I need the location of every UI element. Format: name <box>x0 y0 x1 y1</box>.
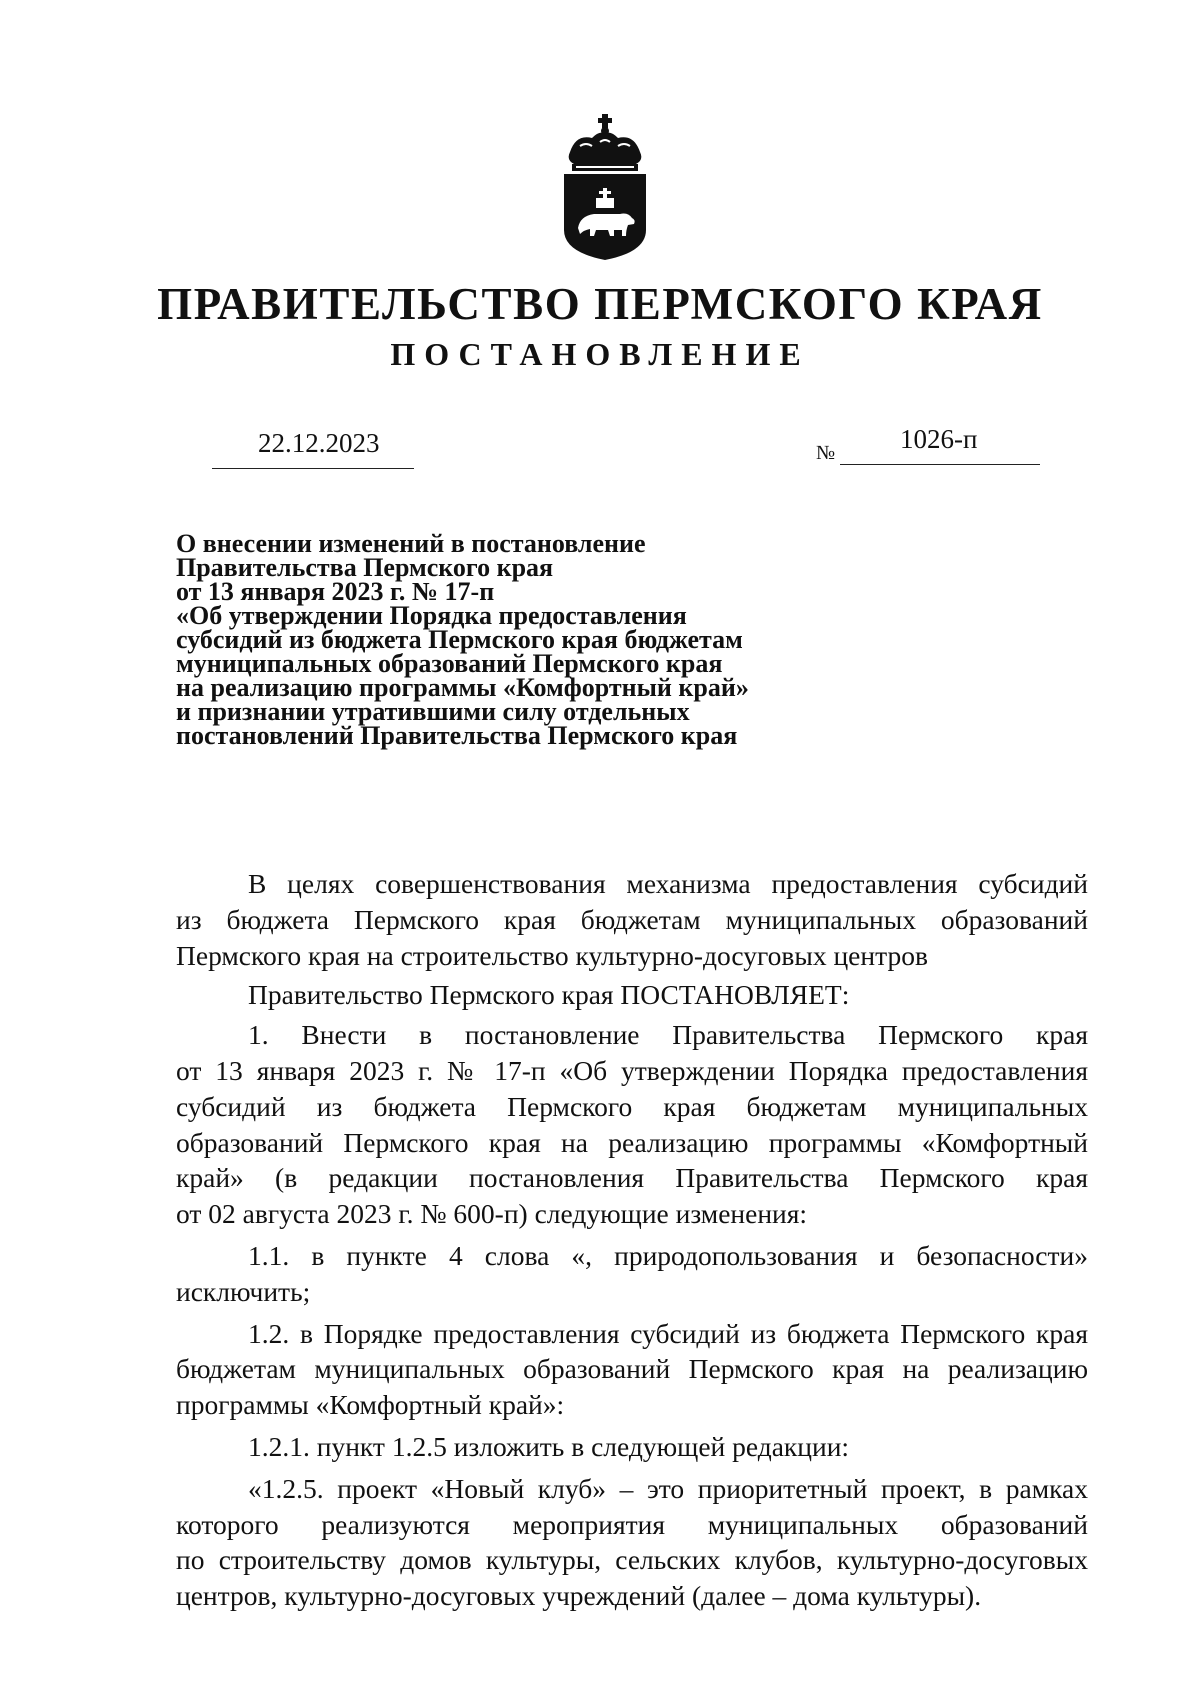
body-line: программы «Комфортный край»: <box>176 1389 565 1421</box>
body-line: по строительству домов культуры, сельских клубов, культурно-досуговых <box>176 1544 1088 1576</box>
subject-line: на реализацию программы «Комфортный край» <box>176 673 749 702</box>
paragraph-resolves <box>176 977 1088 1013</box>
body-line: Правительство Пермского края ПОСТАНОВЛЯЕТ: <box>248 979 850 1011</box>
subject-line: постановлений Правительства Пермского края <box>176 721 738 750</box>
paragraph-item-1-1 <box>176 1238 1088 1310</box>
number-sign: № <box>816 442 836 464</box>
number-field <box>840 424 1040 465</box>
body-line: бюджетам муниципальных образований Пермского края на реализацию <box>176 1353 1088 1385</box>
body-line: 1.2. в Порядке предоставления субсидий из бюджета Пермского края <box>248 1317 1088 1349</box>
paragraph-preamble <box>176 866 1088 973</box>
subject-line: «Об утверждении Порядка предоставления <box>176 601 687 630</box>
paragraph-item-1-2 <box>176 1316 1088 1423</box>
body-line: край» (в редакции постановления Правительства Пермского края <box>176 1162 1088 1194</box>
body-line: образований Пермского края на реализацию программы «Комфортный <box>176 1126 1088 1158</box>
document-body <box>176 866 1088 1614</box>
body-line: из бюджета Пермского края бюджетам муниципальных образований <box>176 903 1088 935</box>
subject-line: субсидий из бюджета Пермского края бюджетам <box>176 625 743 654</box>
document-type: ПОСТАНОВЛЕНИЕ <box>390 336 810 372</box>
body-line: от 13 января 2023 г. № 17-п «Об утверждении Порядка предоставления <box>176 1054 1088 1086</box>
document-subject <box>176 529 876 750</box>
subject-line: О внесении изменений в постановление <box>176 529 646 558</box>
paragraph-item-1-2-1 <box>176 1429 1088 1465</box>
body-line: 1. Внести в постановление Правительства Пермского края <box>248 1019 1088 1051</box>
subject-line: от 13 января 2023 г. № 17-п <box>176 577 495 606</box>
paragraph-item-1 <box>176 1017 1088 1232</box>
body-line: субсидий из бюджета Пермского края бюджетам муниципальных <box>176 1090 1088 1122</box>
body-line: «1.2.5. проект «Новый клуб» – это приоритетный проект, в рамках <box>248 1472 1088 1504</box>
document-date: 22.12.2023 <box>258 428 380 458</box>
document-number: 1026-п <box>900 424 978 454</box>
body-line: 1.2.1. пункт 1.2.5 изложить в следующей редакции: <box>248 1430 850 1462</box>
body-line: В целях совершенствования механизма предоставления субсидий <box>248 868 1088 899</box>
body-line: центров, культурно-досуговых учреждений (далее – дома культуры). <box>176 1580 982 1612</box>
subject-line: и признании утратившими силу отдельных <box>176 697 690 726</box>
date-field <box>212 428 414 469</box>
perm-krai-coat-of-arms-icon <box>556 112 654 262</box>
subject-line: муниципальных образований Пермского края <box>176 649 723 678</box>
body-line: исключить; <box>176 1275 311 1307</box>
paragraph-item-1-2-5 <box>176 1471 1088 1614</box>
body-line: Пермского края на строительство культурно-досуговых центров <box>176 939 928 971</box>
body-line: 1.1. в пункте 4 слова «, природопользования и безопасности» <box>248 1239 1088 1271</box>
subject-line: Правительства Пермского края <box>176 553 554 582</box>
body-line: которого реализуются мероприятия муниципальных образований <box>176 1508 1088 1540</box>
org-title: ПРАВИТЕЛЬСТВО ПЕРМСКОГО КРАЯ <box>157 279 1043 329</box>
body-line: от 02 августа 2023 г. № 600-п) следующие изменения: <box>176 1198 808 1230</box>
